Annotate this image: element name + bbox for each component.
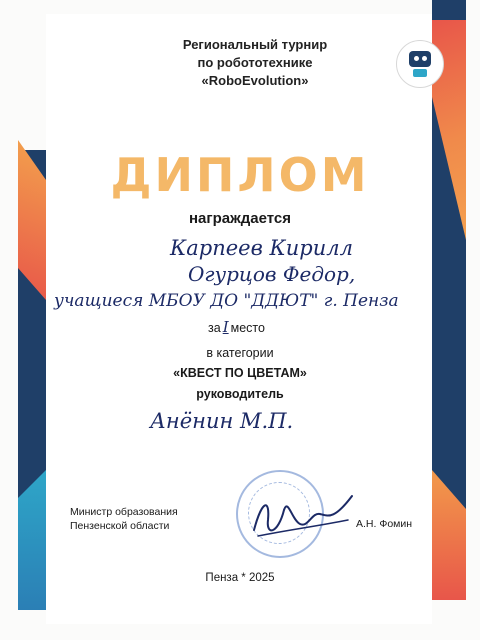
robot-head bbox=[409, 51, 431, 67]
signatory-line-2: Пензенской области bbox=[70, 520, 170, 532]
footer-city-year: Пенза * 2025 bbox=[205, 572, 275, 584]
recipient-name-2: Огурцов Федор, bbox=[188, 262, 356, 286]
diploma-title: ДИПЛОМ bbox=[110, 148, 370, 202]
signatory-title bbox=[70, 505, 178, 533]
recipient-school: учащиеся МБОУ ДО "ДДЮТ" г. Пенза bbox=[54, 291, 399, 311]
header-line-1: Региональный турнир bbox=[182, 37, 328, 52]
place-number: I bbox=[222, 318, 229, 336]
header-line-2: по робототехнике bbox=[197, 55, 313, 70]
signature bbox=[248, 490, 358, 546]
place-line bbox=[208, 318, 265, 336]
place-prefix: за bbox=[208, 321, 221, 335]
robot-base bbox=[413, 69, 427, 77]
category-label: в категории bbox=[206, 346, 274, 360]
header-line-3: «RoboEvolution» bbox=[201, 73, 309, 88]
place-suffix: место bbox=[230, 321, 265, 335]
awarded-label: награждается bbox=[188, 210, 292, 227]
category-name: «КВЕСТ ПО ЦВЕТАМ» bbox=[173, 366, 307, 380]
leader-label: руководитель bbox=[196, 387, 284, 401]
robot-eye-right bbox=[422, 56, 427, 61]
signatory-line-1: Министр образования bbox=[70, 506, 178, 518]
signatory-name: А.Н. Фомин bbox=[356, 518, 413, 530]
recipient-name-1: Карпеев Кирилл bbox=[170, 236, 353, 260]
tournament-header bbox=[150, 36, 360, 90]
robot-logo-icon bbox=[396, 40, 444, 88]
leader-name: Анёнин М.П. bbox=[150, 409, 294, 433]
robot-eye-left bbox=[414, 56, 419, 61]
